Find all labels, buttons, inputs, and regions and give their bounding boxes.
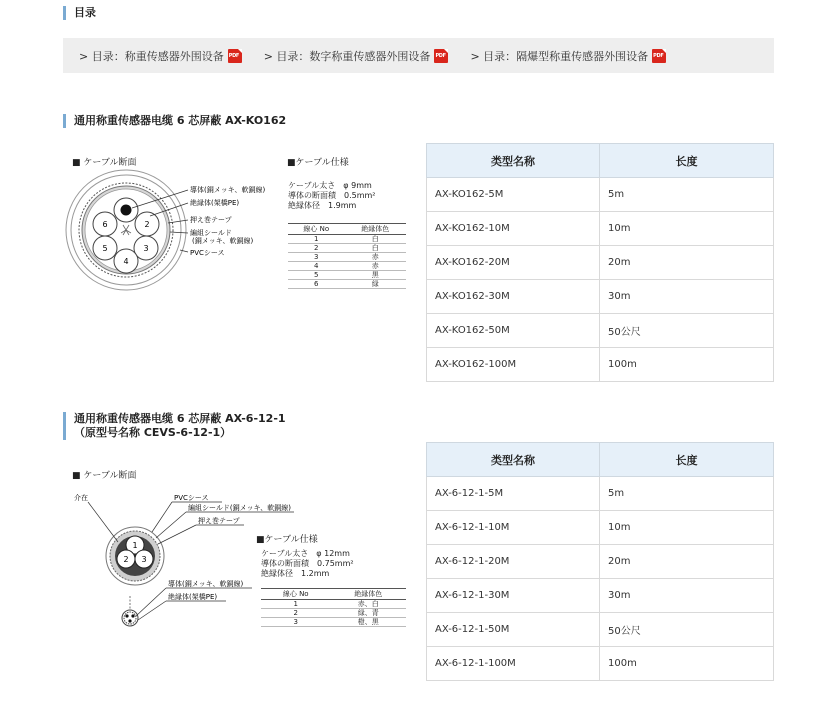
core-table-row: 5 黒 (288, 271, 406, 280)
table-row: AX-6-12-1-100M 100m (427, 647, 774, 681)
callout-label: 編組シールド (190, 229, 232, 237)
table-row: AX-6-12-1-30M 30m (427, 579, 774, 613)
section1-core-color-table (288, 223, 406, 289)
section2-cross-section-label: ■ ケーブル断面 (72, 471, 137, 481)
section2-spec-label: ■ケーブル仕様 (256, 535, 318, 545)
table-row: AX-KO162-50M 50公尺 (427, 314, 774, 348)
spec-line: ケーブル太さ φ 12mm (261, 549, 350, 558)
callout-label: 導体(銅メッキ、軟銅線) (190, 186, 266, 194)
core-number: 5 (102, 244, 108, 253)
cable-cross-section-diagram-1 (64, 168, 294, 298)
section2-title-line2: （原型号名称 CEVS-6-12-1） (74, 426, 232, 439)
table-row: AX-KO162-30M 30m (427, 280, 774, 314)
table-header-type: 类型名称 (427, 144, 600, 178)
table-row: AX-6-12-1-50M 50公尺 (427, 613, 774, 647)
section2-spec-lines (261, 549, 354, 579)
catalog-links-bar (63, 38, 774, 73)
core-table-row: 4 赤 (288, 262, 406, 271)
callout-label: 導体(銅メッキ、軟銅線) (168, 580, 244, 588)
table-row: AX-KO162-5M 5m (427, 178, 774, 212)
section2-title (63, 412, 286, 440)
pdf-icon: PDF (434, 49, 448, 63)
spec-line: 絶縁体径 1.2mm (261, 569, 330, 578)
section1-product-table (426, 143, 774, 382)
table-row: AX-6-12-1-10M 10m (427, 511, 774, 545)
table-row: AX-KO162-10M 10m (427, 212, 774, 246)
core-table-row: 3 橙、黒 (261, 618, 406, 627)
section2-core-color-table (261, 588, 406, 627)
section1-title: 通用称重传感器电缆 6 芯屏蔽 AX-KO162 (63, 114, 286, 128)
table-header-type: 类型名称 (427, 443, 600, 477)
callout-label: 押え巻テープ (198, 517, 240, 525)
core-number: 4 (123, 257, 129, 266)
table-header-length: 长度 (600, 443, 774, 477)
core-table-row: 1 赤、白 (261, 600, 406, 609)
table-row: AX-6-12-1-5M 5m (427, 477, 774, 511)
core-number: 2 (123, 555, 129, 564)
table-row: AX-KO162-100M 100m (427, 348, 774, 382)
table-row: AX-6-12-1-20M 20m (427, 545, 774, 579)
core-number: 6 (102, 220, 108, 229)
callout-label: 編組シールド(銅メッキ、軟銅線) (188, 504, 292, 512)
core-table-header: 絶縁体色 (330, 589, 406, 600)
core-table-row: 1 白 (288, 235, 406, 244)
core-table-header: 絶縁体色 (345, 224, 406, 235)
catalog-link-label: > 目录：称重传感器外围设备 (79, 49, 224, 63)
core-number: 3 (143, 244, 149, 253)
core-table-row: 6 緑 (288, 280, 406, 289)
catalog-link-loadcell-peripherals[interactable] (79, 48, 242, 64)
core-table-header: 線心 No (288, 224, 345, 235)
callout-label: 絶縁体(架橋PE) (190, 199, 240, 207)
callout-label: 押え巻テープ (190, 216, 232, 224)
core-number: 2 (144, 220, 150, 229)
section1-spec-lines (288, 181, 376, 211)
table-row: AX-KO162-20M 20m (427, 246, 774, 280)
core-number: 3 (141, 555, 147, 564)
spec-line: 導体の断面積 0.5mm² (288, 191, 376, 200)
core-table-row: 3 赤 (288, 253, 406, 262)
core-table-header: 線心 No (261, 589, 330, 600)
spec-line: 絶縁体径 1.9mm (288, 201, 357, 210)
catalog-link-explosion-proof-peripherals[interactable] (470, 48, 666, 64)
callout-label: (銅メッキ、軟銅線) (192, 237, 254, 245)
section1-cross-section-label: ■ ケーブル断面 (72, 158, 137, 168)
callout-label: PVCシース (174, 494, 209, 502)
section2-title-line1: 通用称重传感器电缆 6 芯屏蔽 AX-6-12-1 (74, 412, 286, 425)
callout-label: 介在 (74, 494, 88, 502)
core-table-row: 2 白 (288, 244, 406, 253)
catalog-link-label: > 目录：隔爆型称重传感器外围设备 (470, 49, 649, 63)
core-table-row: 2 緑、青 (261, 609, 406, 618)
core-number: 1 (132, 541, 138, 550)
section1-spec-label: ■ケーブル仕様 (287, 158, 349, 168)
catalog-heading: 目录 (63, 6, 96, 20)
table-header-length: 长度 (600, 144, 774, 178)
pdf-icon: PDF (652, 49, 666, 63)
spec-line: ケーブル太さ φ 9mm (288, 181, 372, 190)
catalog-link-digital-loadcell-peripherals[interactable] (264, 48, 449, 64)
callout-label: PVCシース (190, 249, 225, 257)
catalog-link-label: > 目录：数字称重传感器外围设备 (263, 49, 431, 63)
pdf-icon: PDF (228, 49, 242, 63)
callout-label: 絶縁体(架橋PE) (168, 593, 218, 601)
section2-product-table (426, 442, 774, 681)
spec-line: 導体の断面積 0.75mm² (261, 559, 354, 568)
